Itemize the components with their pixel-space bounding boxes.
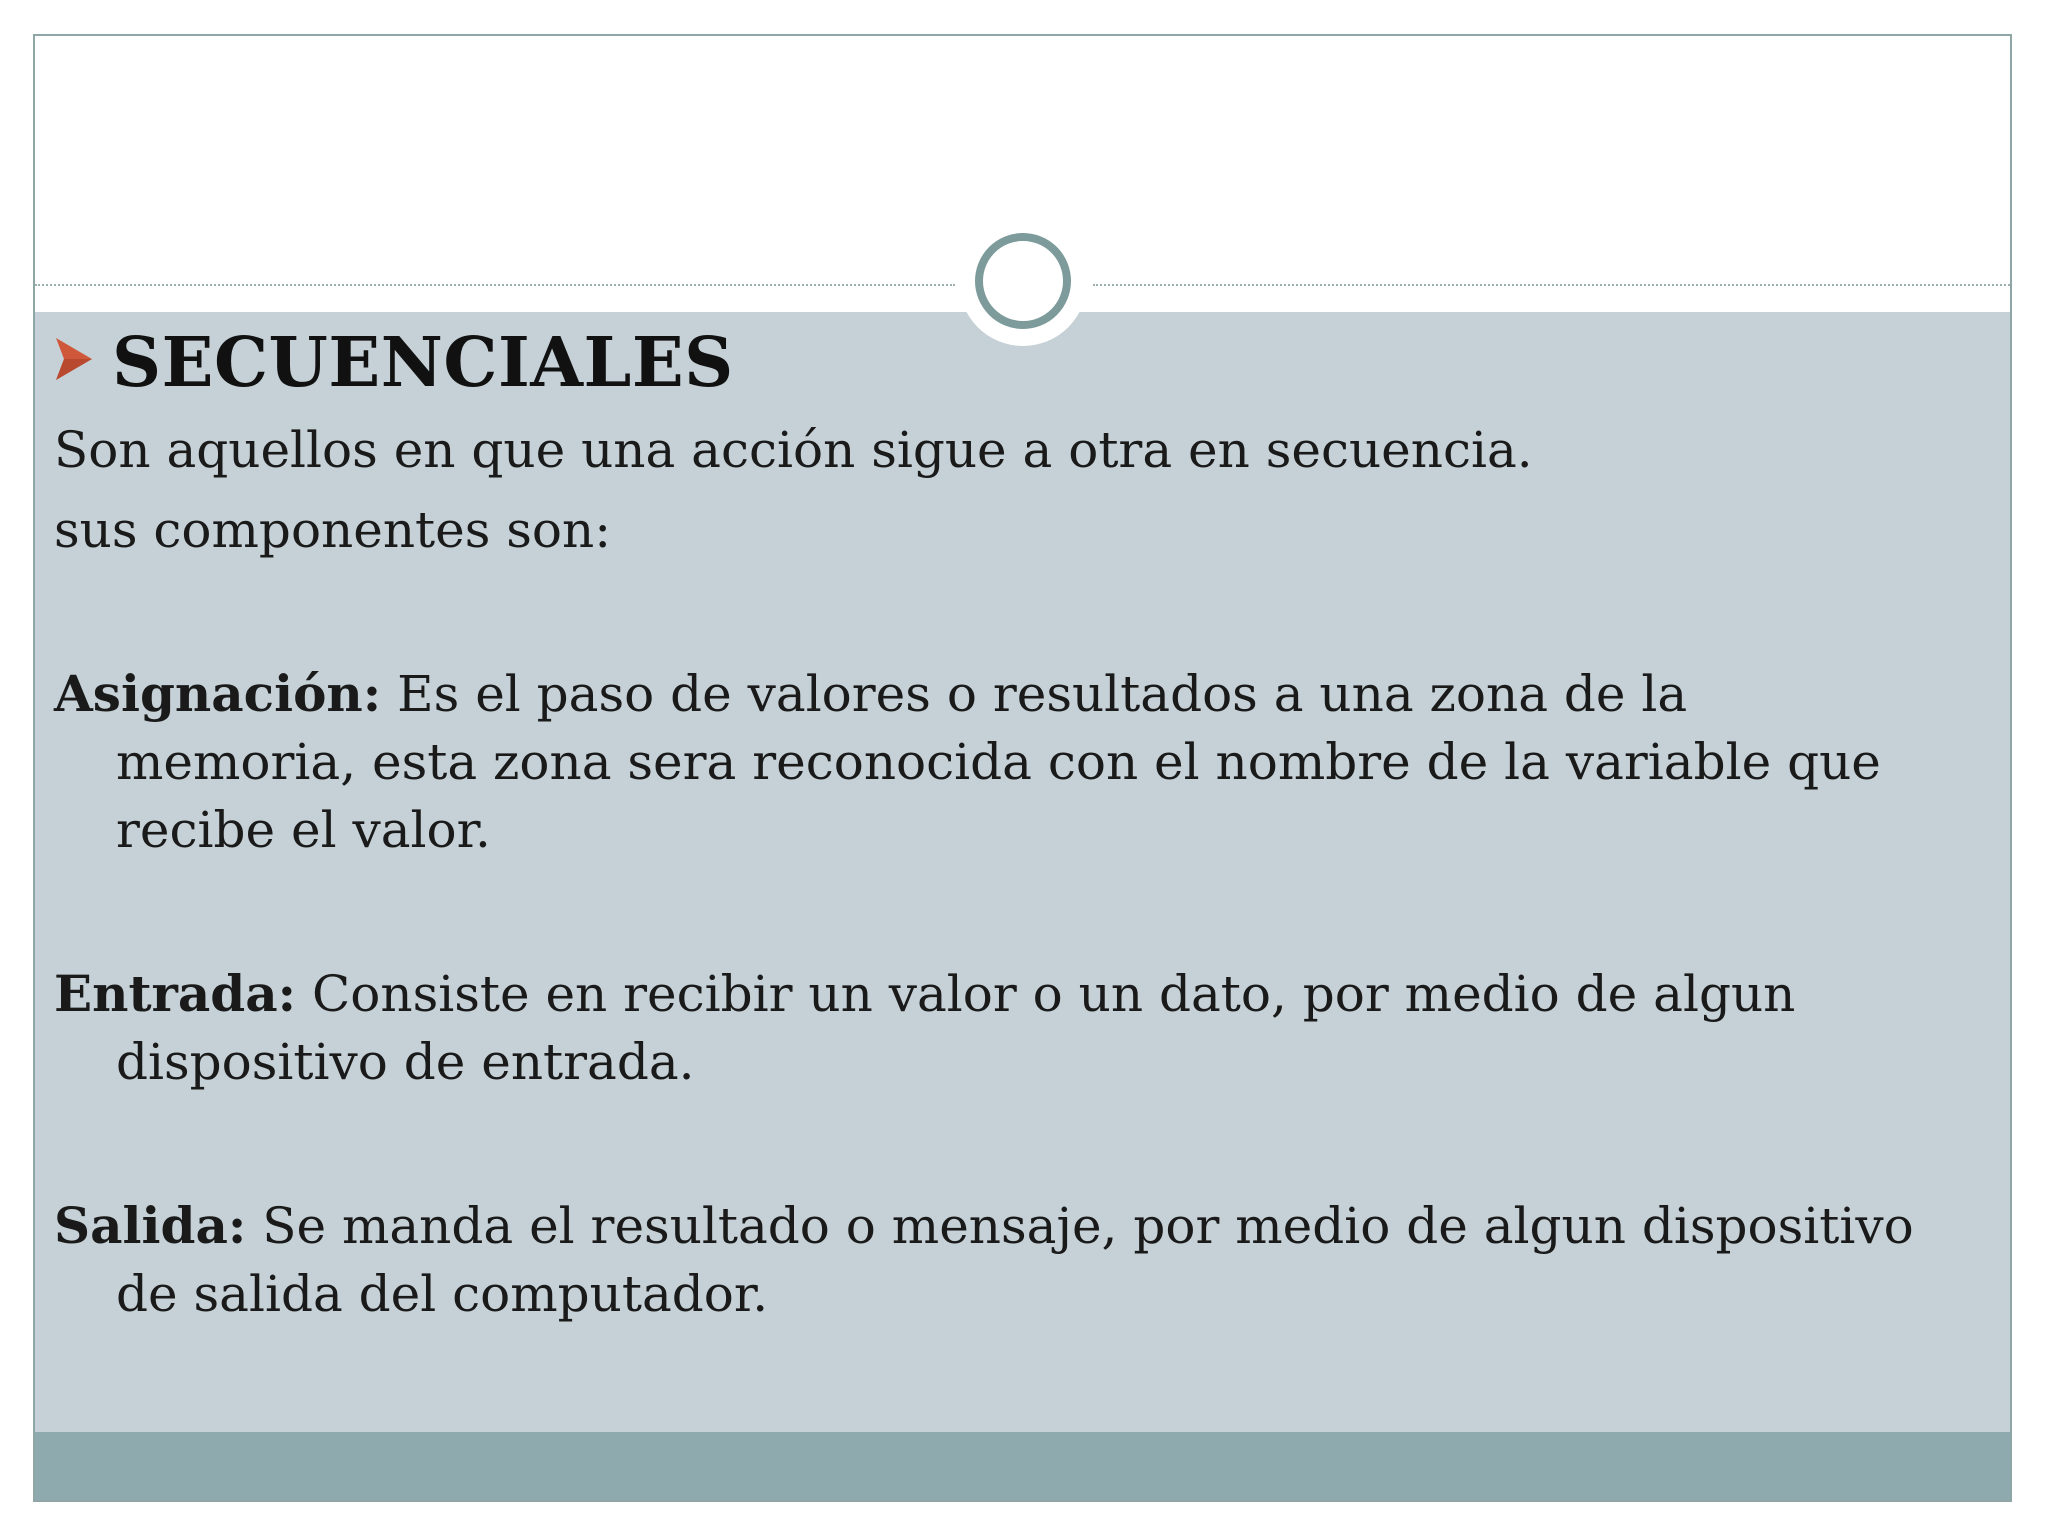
intro-line-2: sus componentes son: bbox=[54, 501, 612, 559]
header-divider-left bbox=[35, 284, 955, 286]
slide-body bbox=[54, 318, 1934, 1328]
footer-bar bbox=[35, 1432, 2010, 1502]
slide-heading: SECUENCIALES bbox=[112, 323, 734, 403]
component-item-salida bbox=[54, 1192, 1934, 1328]
component-item-entrada bbox=[54, 960, 1934, 1096]
component-description: Es el paso de valores o resultados a una zona de la memoria, esta zona sera reconocida con el nombre de la variable que recibe el valor. bbox=[116, 665, 1881, 859]
component-description: Se manda el resultado o mensaje, por medio de algun dispositivo de salida del computador. bbox=[116, 1197, 1914, 1323]
component-term: Salida: bbox=[54, 1196, 247, 1255]
component-term: Entrada: bbox=[54, 964, 297, 1023]
arrow-bullet-icon bbox=[54, 334, 94, 384]
component-description: Consiste en recibir un valor o un dato, por medio de algun dispositivo de entrada. bbox=[116, 965, 1796, 1091]
intro-line-1: Son aquellos en que una acción sigue a otra en secuencia. bbox=[54, 421, 1533, 479]
heading-row bbox=[54, 318, 1934, 408]
component-term: Asignación: bbox=[54, 664, 382, 723]
header-divider-right bbox=[1093, 284, 2012, 286]
circle-ring-ornament-icon bbox=[975, 233, 1071, 329]
component-item-asignacion bbox=[54, 660, 1934, 864]
